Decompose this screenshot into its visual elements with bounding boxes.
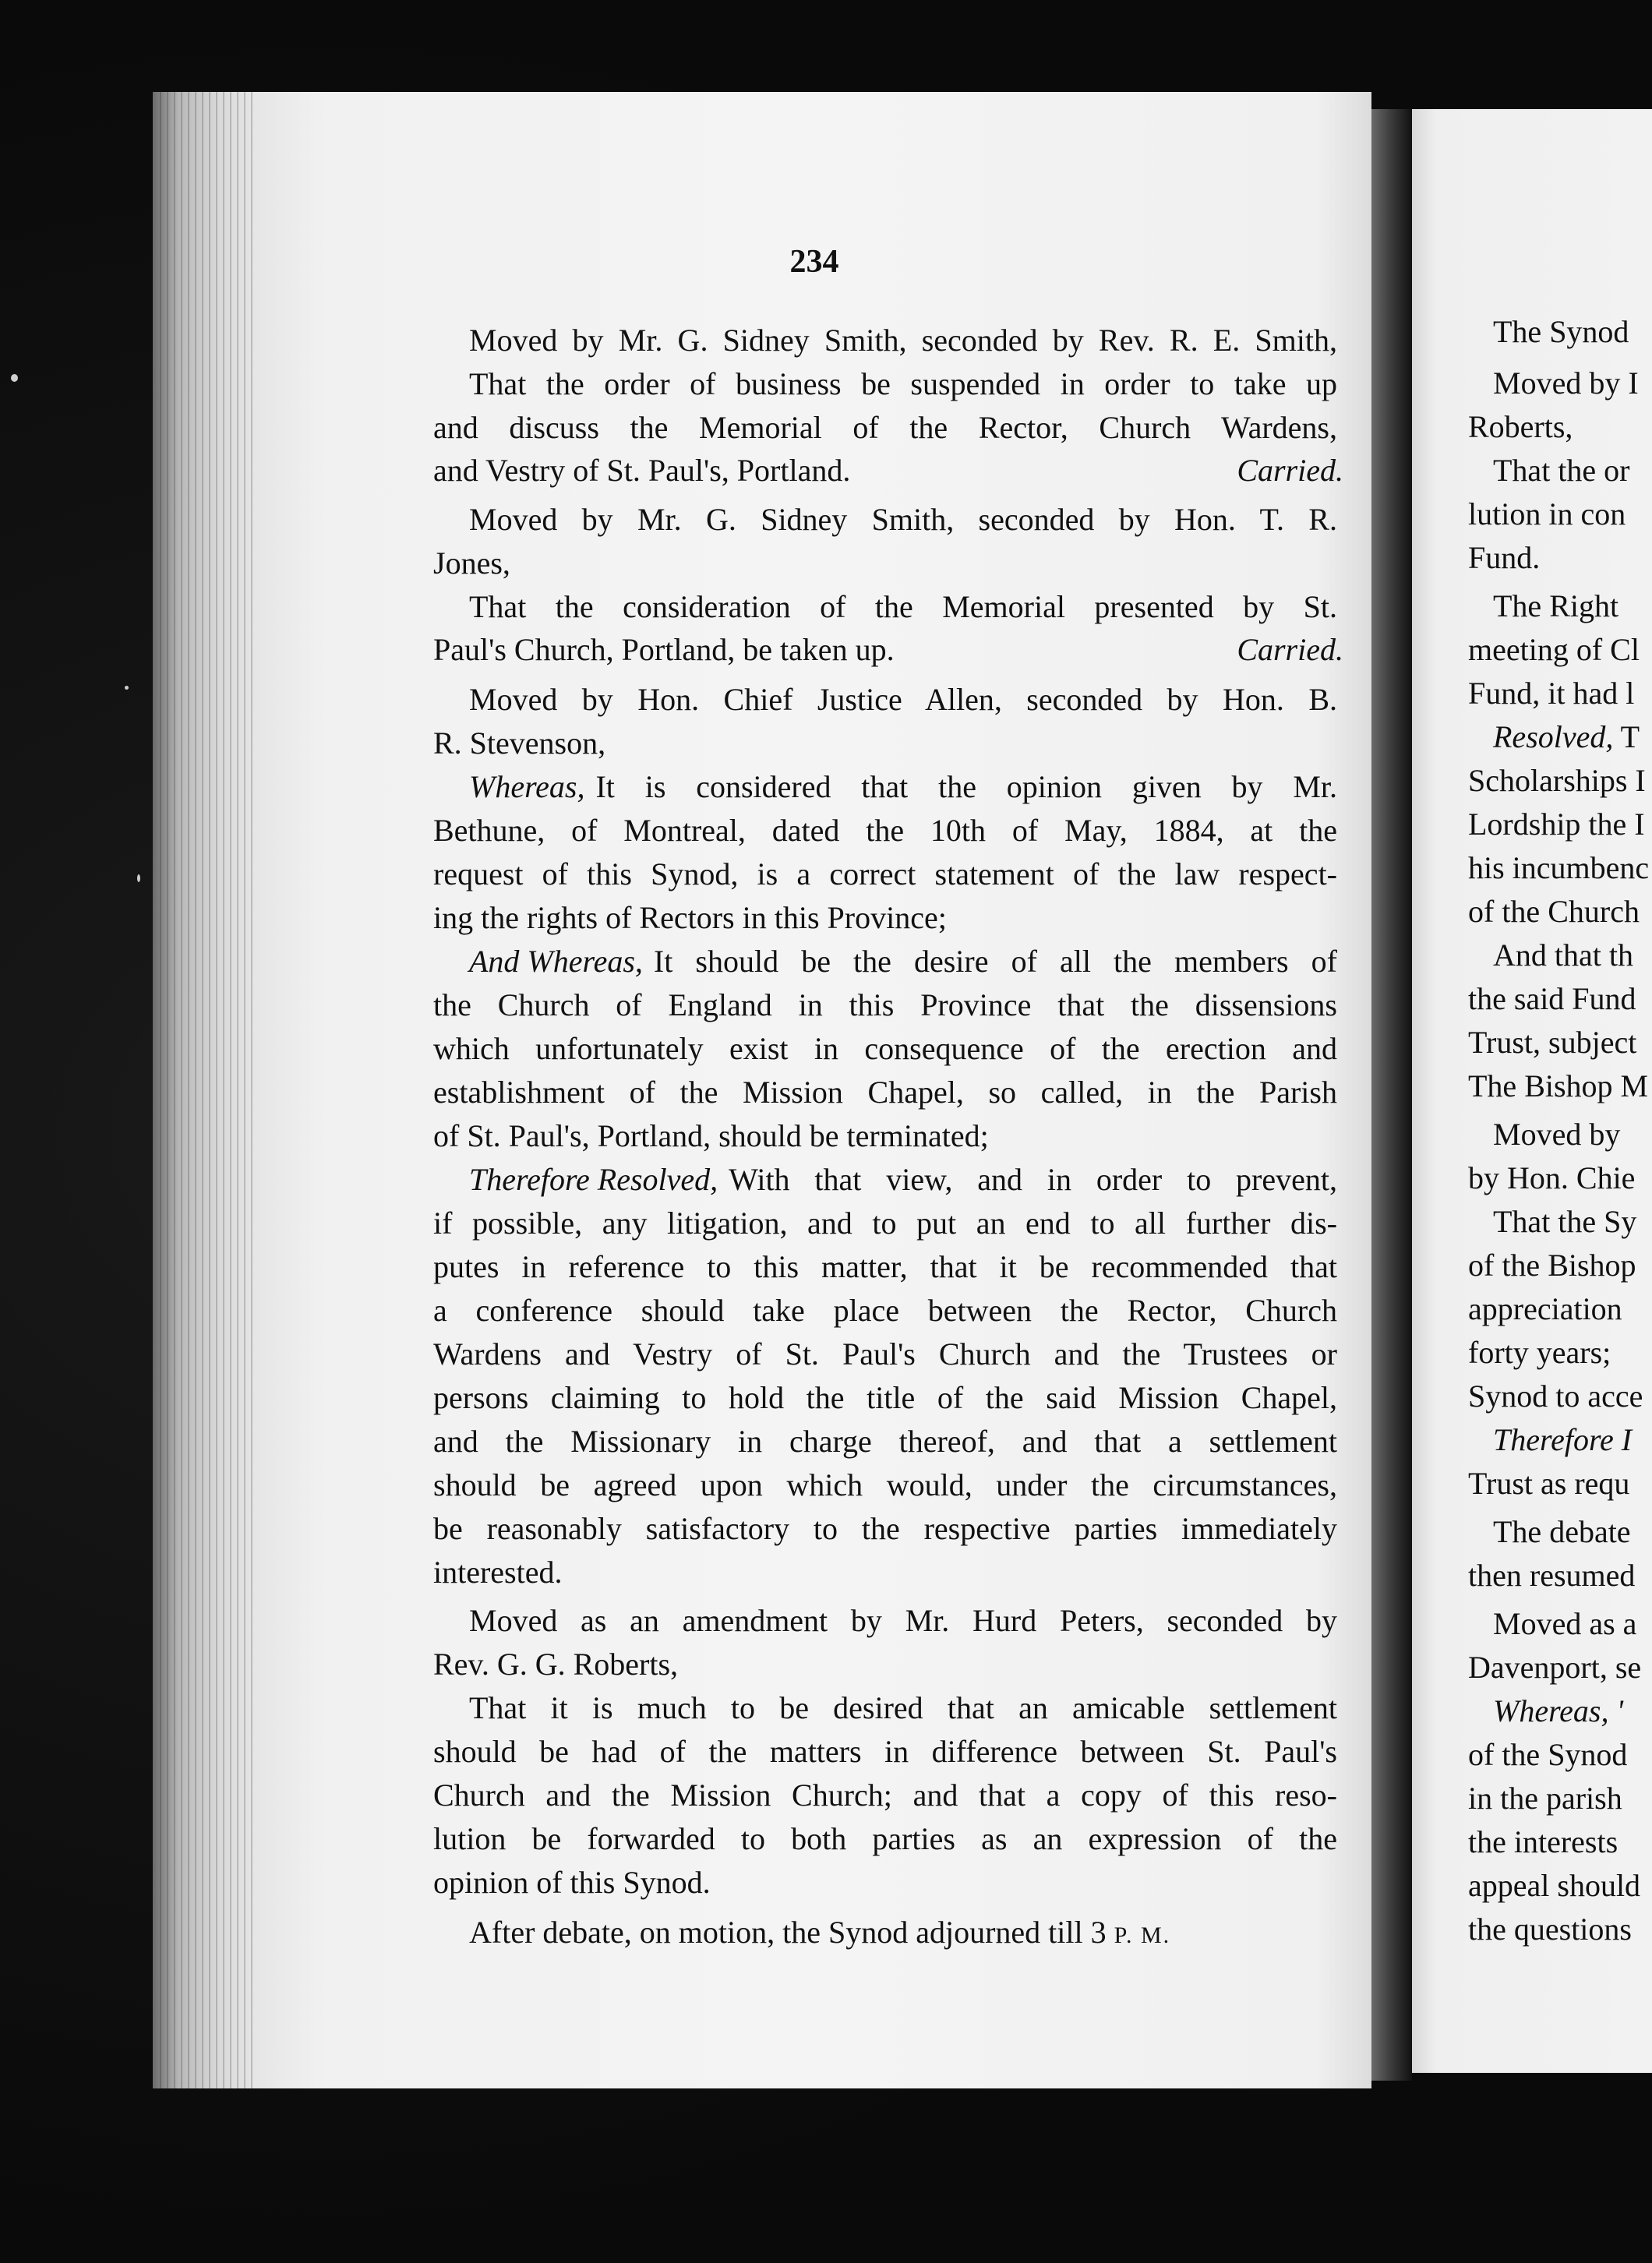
right-text-line: meeting of Cl	[1468, 632, 1640, 667]
right-text-line: Trust as requ	[1468, 1466, 1630, 1501]
text-line: the Church of England in this Province that the dissensions	[433, 987, 1337, 1022]
right-text-line: forty years;	[1468, 1335, 1611, 1370]
right-text-line: of the Synod	[1468, 1737, 1628, 1772]
text-line: of St. Paul's, Portland, should be terminated;	[433, 1118, 989, 1153]
dust-speck	[11, 374, 18, 382]
text-line: Moved by Mr. G. Sidney Smith, seconded by Hon. T. R.	[469, 502, 1337, 537]
text-line: R. Stevenson,	[433, 726, 606, 761]
right-text-line: of the Church	[1468, 894, 1640, 929]
text-line: Moved by Hon. Chief Justice Allen, seconded by Hon. B.	[469, 682, 1337, 717]
carried-label: Carried.	[1237, 453, 1343, 488]
whereas-line	[469, 940, 1337, 983]
text-line: be reasonably satisfactory to the respective parties immediately	[433, 1511, 1337, 1546]
dust-speck	[137, 874, 140, 882]
final-line	[469, 1911, 1337, 1958]
text-line: With that view, and in order to prevent,	[729, 1162, 1337, 1197]
text-line: should be agreed upon which would, under the circumstances,	[433, 1467, 1337, 1502]
text-line: Moved as an amendment by Mr. Hurd Peters, seconded by	[469, 1603, 1337, 1638]
text-line: Bethune, of Montreal, dated the 10th of May, 1884, at the	[433, 813, 1337, 848]
text-line: It should be the desire of all the members of	[653, 944, 1337, 979]
text-line: interested.	[433, 1555, 563, 1590]
right-text-line: Roberts,	[1468, 409, 1573, 444]
right-text-line: lution in con	[1468, 496, 1626, 531]
right-text-line: Fund, it had l	[1468, 676, 1635, 711]
right-text-line: The Right	[1493, 588, 1619, 623]
right-text-line: of the Bishop	[1468, 1248, 1636, 1283]
text-line: which unfortunately exist in consequence of the erection and	[433, 1031, 1337, 1066]
right-text-line: Synod to acce	[1468, 1379, 1643, 1414]
right-text-line: The debate	[1493, 1514, 1631, 1549]
text-line: opinion of this Synod.	[433, 1865, 711, 1900]
right-text-line: then resumed	[1468, 1558, 1636, 1593]
right-text-line: Fund.	[1468, 540, 1541, 575]
text-line: if possible, any litigation, and to put an end to all further dis-	[433, 1206, 1337, 1241]
right-text-line: Davenport, se	[1468, 1650, 1642, 1685]
resolved-line	[469, 1158, 1337, 1202]
text-line: It is considered that the opinion given by Mr.	[595, 769, 1337, 804]
text-line: That it is much to be desired that an amicable settlement	[469, 1690, 1337, 1725]
text-line: Rev. G. G. Roberts,	[433, 1647, 679, 1682]
right-text-line: Therefore I	[1493, 1422, 1633, 1457]
text-line: putes in reference to this matter, that it be recommended that	[433, 1249, 1337, 1284]
right-text-line: Whereas, '	[1493, 1693, 1624, 1728]
text-line: Paul's Church, Portland, be taken up.	[433, 632, 895, 667]
dust-speck	[125, 686, 129, 690]
whereas-term: Whereas,	[469, 769, 585, 804]
text-line: ing the rights of Rectors in this Province;	[433, 900, 947, 935]
whereas-term: And Whereas,	[469, 944, 643, 979]
right-text-line: And that th	[1493, 937, 1633, 973]
text-line: and discuss the Memorial of the Rector, Church Wardens,	[433, 410, 1337, 445]
text-line: establishment of the Mission Chapel, so called, in the Parish	[433, 1075, 1337, 1110]
text-line: After debate, on motion, the Synod adjourned till 3	[469, 1915, 1107, 1950]
right-text-line: Scholarships I	[1468, 763, 1646, 798]
right-text-line: his incumbenc	[1468, 850, 1650, 885]
text-line: request of this Synod, is a correct statement of the law respect-	[433, 856, 1337, 891]
right-text-line: The Synod	[1493, 314, 1629, 349]
right-text-line: The Bishop M	[1468, 1068, 1649, 1103]
resolved-term: Therefore Resolved,	[469, 1162, 718, 1197]
whereas-line	[469, 765, 1337, 809]
right-text-line: the interests	[1468, 1824, 1618, 1859]
text-line: and Vestry of St. Paul's, Portland.	[433, 453, 851, 488]
text-line: Moved by Mr. G. Sidney Smith, seconded by Rev. R. E. Smith,	[469, 323, 1337, 358]
text-line: Church and the Mission Church; and that a copy of this reso-	[433, 1778, 1337, 1813]
right-text-line: the questions	[1468, 1912, 1632, 1947]
text-line: a conference should take place between the Rector, Church	[433, 1293, 1337, 1328]
right-text-line: in the parish	[1468, 1781, 1622, 1816]
right-text-line: Lordship the I	[1468, 807, 1645, 842]
right-text-line: appeal should	[1468, 1868, 1641, 1903]
book-gutter	[1371, 109, 1412, 2081]
text-line: and the Missionary in charge thereof, and that a settlement	[433, 1424, 1337, 1459]
time-suffix: P. M.	[1114, 1922, 1171, 1948]
right-text-line: Moved by	[1493, 1117, 1621, 1152]
text-line: should be had of the matters in difference between St. Paul's	[433, 1734, 1337, 1769]
right-resolved-line	[1493, 715, 1640, 759]
text-line: Jones,	[433, 545, 510, 581]
text-line: That the consideration of the Memorial presented by St.	[469, 589, 1337, 624]
right-text-line: appreciation	[1468, 1291, 1622, 1326]
text-line: persons claiming to hold the title of the said Mission Chapel,	[433, 1380, 1337, 1415]
right-text-line: That the or	[1493, 453, 1630, 488]
right-text-line: That the Sy	[1493, 1204, 1637, 1239]
right-text-line: by Hon. Chie	[1468, 1160, 1636, 1195]
page-number: 234	[789, 244, 839, 280]
text-line: That the order of business be suspended in order to take up	[469, 366, 1337, 401]
carried-label: Carried.	[1237, 632, 1343, 667]
page-stack-lines	[160, 92, 253, 2088]
right-text-line: the said Fund	[1468, 981, 1636, 1016]
resolved-term: Resolved,	[1493, 719, 1614, 754]
text-line: Wardens and Vestry of St. Paul's Church and the Trustees or	[433, 1336, 1337, 1372]
text-line: lution be forwarded to both parties as an expression of the	[433, 1821, 1337, 1856]
right-text-line: T	[1620, 719, 1640, 754]
right-text-line: Moved as a	[1493, 1606, 1637, 1641]
right-text-line: Moved by I	[1493, 365, 1639, 401]
right-text-line: Trust, subject	[1468, 1025, 1637, 1060]
